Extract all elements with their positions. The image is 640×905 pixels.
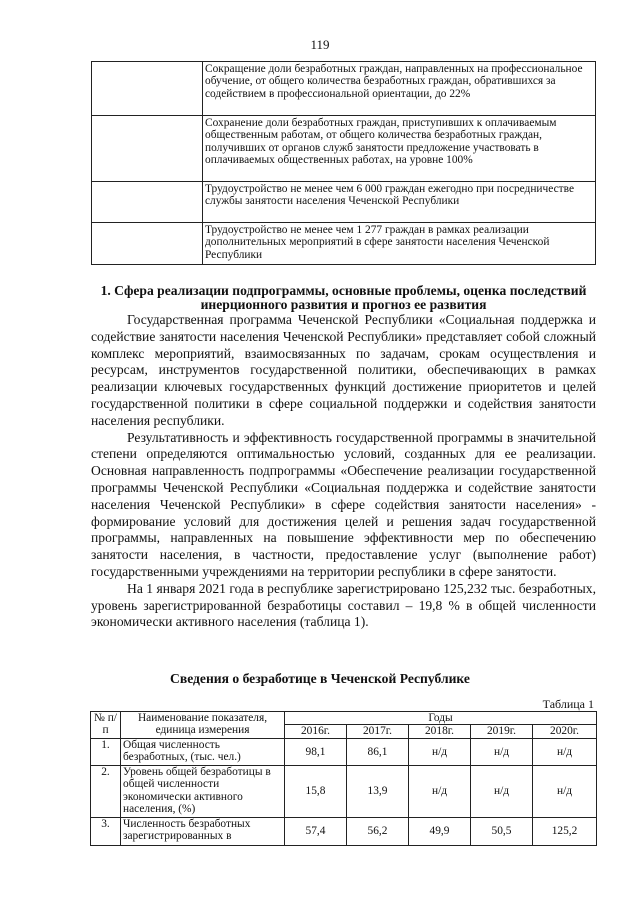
header-year: 2017г. (347, 725, 409, 738)
table-row (92, 182, 596, 223)
paragraph: Государственная программа Чеченской Республики «Социальная поддержка и содействие занятости населения Чеченской Республики» представляет собой сложный комплекс мероприятий, взаимосвязанных по задачам, срокам осуществления и ресурсам, инструментов государственной политики, обеспечивающих в рамках реализации ключевых государственных функций достижение приоритетов и целей государственной политики в сфере социальной поддержки и содействия занятости населения республики. (91, 312, 596, 428)
targets-table (91, 61, 596, 265)
unemployment-table (90, 711, 597, 846)
row-value: 56,2 (347, 817, 409, 845)
header-years-group: Годы (285, 712, 597, 725)
table-cell-empty (92, 62, 203, 116)
paragraph: На 1 января 2021 года в республике зарегистрировано 125,232 тыс. безработных, уровень зарегистрированной безработицы составил – 19,8 % в общей численности экономически активного населения (таблица 1). (91, 580, 596, 630)
table-row (91, 817, 597, 845)
header-indicator: Наименование показателя, единица измерения (121, 712, 285, 739)
row-value: н/д (409, 765, 471, 817)
row-value: н/д (409, 738, 471, 765)
table-label: Таблица 1 (542, 697, 594, 711)
table-cell-empty (92, 223, 203, 265)
row-value: 98,1 (285, 738, 347, 765)
target-text: Сохранение доли безработных граждан, приступивших к оплачиваемым общественным работам, от общего количества безработных граждан, получивших от органов служб занятости предложение участвовать в оплачиваемых общественных работах, на уровне 100% (203, 116, 596, 182)
row-number: 2. (91, 765, 121, 817)
table-row (92, 223, 596, 265)
target-text: Трудоустройство не менее чем 6 000 граждан ежегодно при посредничестве службы занятости населения Чеченской Республики (203, 182, 596, 223)
section-heading: 1. Сфера реализации подпрограммы, основные проблемы, оценка последствий инерционного развития и прогноз ее развития (100, 283, 587, 312)
header-row (91, 712, 597, 725)
table-row (92, 62, 596, 116)
row-value: 13,9 (347, 765, 409, 817)
row-value: 125,2 (533, 817, 597, 845)
table-row (91, 738, 597, 765)
table-row (91, 765, 597, 817)
table-title: Сведения о безработице в Чеченской Республике (170, 671, 470, 686)
row-value: 15,8 (285, 765, 347, 817)
target-text: Сокращение доли безработных граждан, направленных на профессиональное обучение, от общего количества безработных граждан, обратившихся за содействием в профессиональной ориентации, до 22% (203, 62, 596, 116)
row-number: 1. (91, 738, 121, 765)
table-row (92, 116, 596, 182)
paragraph: Результативность и эффективность государственной программы в значительной степени определяются оптимальностью условий, созданных для ее реализации. Основная направленность подпрограммы «Обеспечение реализации государственной программы Чеченской Республики «Социальная поддержка и содействие занятости населения Чеченской Республики» в сфере содействия занятости населения» - формирование условий для достижения целей и решения задач государственной программы, направленных на повышение эффективности мер по обеспечению занятости населения, в частности, предоставление услуг (выполнение работ) государственными учреждениями на территории республики в сфере занятости. (91, 429, 596, 579)
row-value: 86,1 (347, 738, 409, 765)
row-indicator: Уровень общей безработицы в общей численности экономически активного населения, (%) (121, 765, 285, 817)
table-cell-empty (92, 182, 203, 223)
row-value: н/д (533, 765, 597, 817)
row-indicator: Численность безработных зарегистрированных в (121, 817, 285, 845)
header-year: 2018г. (409, 725, 471, 738)
page-number: 119 (310, 37, 330, 52)
row-value: н/д (471, 765, 533, 817)
header-year: 2016г. (285, 725, 347, 738)
body-text (91, 312, 596, 631)
row-value: 50,5 (471, 817, 533, 845)
row-indicator: Общая численность безработных, (тыс. чел.) (121, 738, 285, 765)
header-year: 2020г. (533, 725, 597, 738)
row-value: н/д (471, 738, 533, 765)
row-value: 49,9 (409, 817, 471, 845)
header-number: № п/п (91, 712, 121, 739)
table-cell-empty (92, 116, 203, 182)
row-number: 3. (91, 817, 121, 845)
row-value: н/д (533, 738, 597, 765)
header-year: 2019г. (471, 725, 533, 738)
target-text: Трудоустройство не менее чем 1 277 граждан в рамках реализации дополнительных мероприятий в сфере занятости населения Чеченской Республики (203, 223, 596, 265)
row-value: 57,4 (285, 817, 347, 845)
